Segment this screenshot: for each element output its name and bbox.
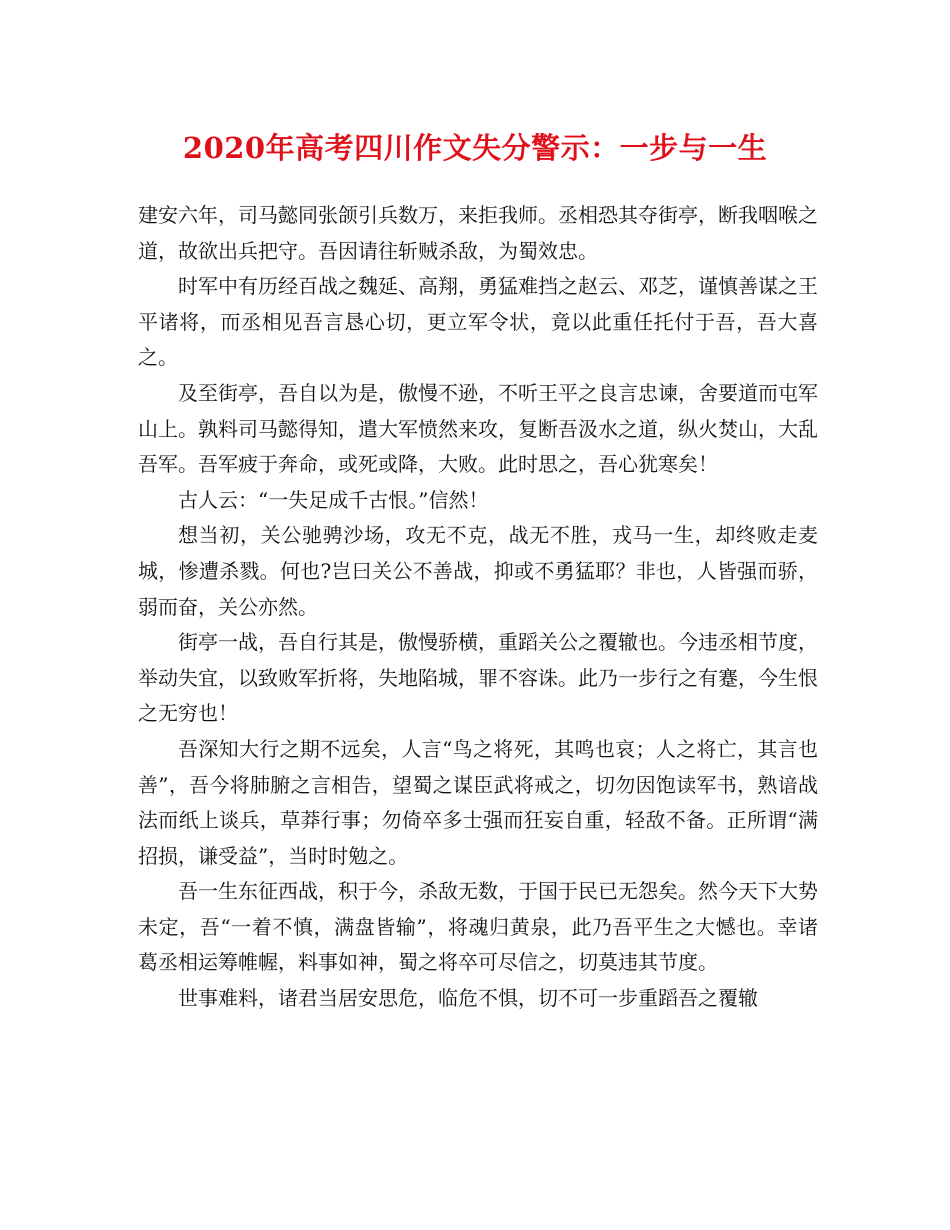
paragraph: 建安六年，司马懿同张颌引兵数万，来拒我师。丞相恐其夺街亭，断我咽喉之道，故欲出兵把守。吾因请往斩贼杀敌，为蜀效忠。	[138, 203, 818, 263]
paragraph: 街亭一战，吾自行其是，傲慢骄横，重蹈关公之覆辙也。今违丞相节度，举动失宜，以致败军折将，失地陷城，罪不容诛。此乃一步行之有蹇，今生恨之无穷也！	[138, 630, 818, 726]
paragraph: 古人云：“一失足成千古恨。”信然！	[178, 487, 489, 512]
paragraph: 吾深知大行之期不远矣，人言“鸟之将死，其鸣也哀；人之将亡，其言也善”，吾今将肺腑之言相告，望蜀之谋臣武将戒之，切勿因饱读军书，熟谙战法而纸上谈兵，草莽行事；勿倚卒多士强而狂妄自重，轻敌不备。正所谓“满招损，谦受益”，当时时勉之。	[138, 736, 818, 868]
paragraph: 时军中有历经百战之魏延、高翔，勇猛难挡之赵云、邓芝，谨慎善谋之王平诸将，而丞相见吾言恳心切，更立军令状，竟以此重任托付于吾，吾大喜之。	[138, 274, 818, 370]
document-body	[138, 198, 818, 1017]
paragraph: 世事难料，诸君当居安思危，临危不惧，切不可一步重蹈吾之覆辙	[178, 986, 758, 1011]
page-title: 2020年高考四川作文失分警示：一步与一生	[182, 131, 768, 165]
paragraph: 吾一生东征西战，积于今，杀敌无数，于国于民已无怨矣。然今天下大势未定，吾“一着不慎，满盘皆输”，将魂归黄泉，此乃吾平生之大憾也。幸诸葛丞相运筹帷幄，料事如神，蜀之将卒可尽信之，切莫违其节度。	[138, 879, 818, 975]
paragraph: 想当初，关公驰骋沙场，攻无不克，战无不胜，戎马一生，却终败走麦城，惨遭杀戮。何也?岂曰关公不善战，抑或不勇猛耶？非也，人皆强而骄，弱而奋，关公亦然。	[138, 523, 818, 619]
paragraph: 及至街亭，吾自以为是，傲慢不逊，不听王平之良言忠谏，舍要道而屯军山上。孰料司马懿得知，遣大军愤然来攻，复断吾汲水之道，纵火焚山，大乱吾军。吾军疲于奔命，或死或降，大败。此时思之，吾心犹寒矣！	[138, 380, 818, 477]
